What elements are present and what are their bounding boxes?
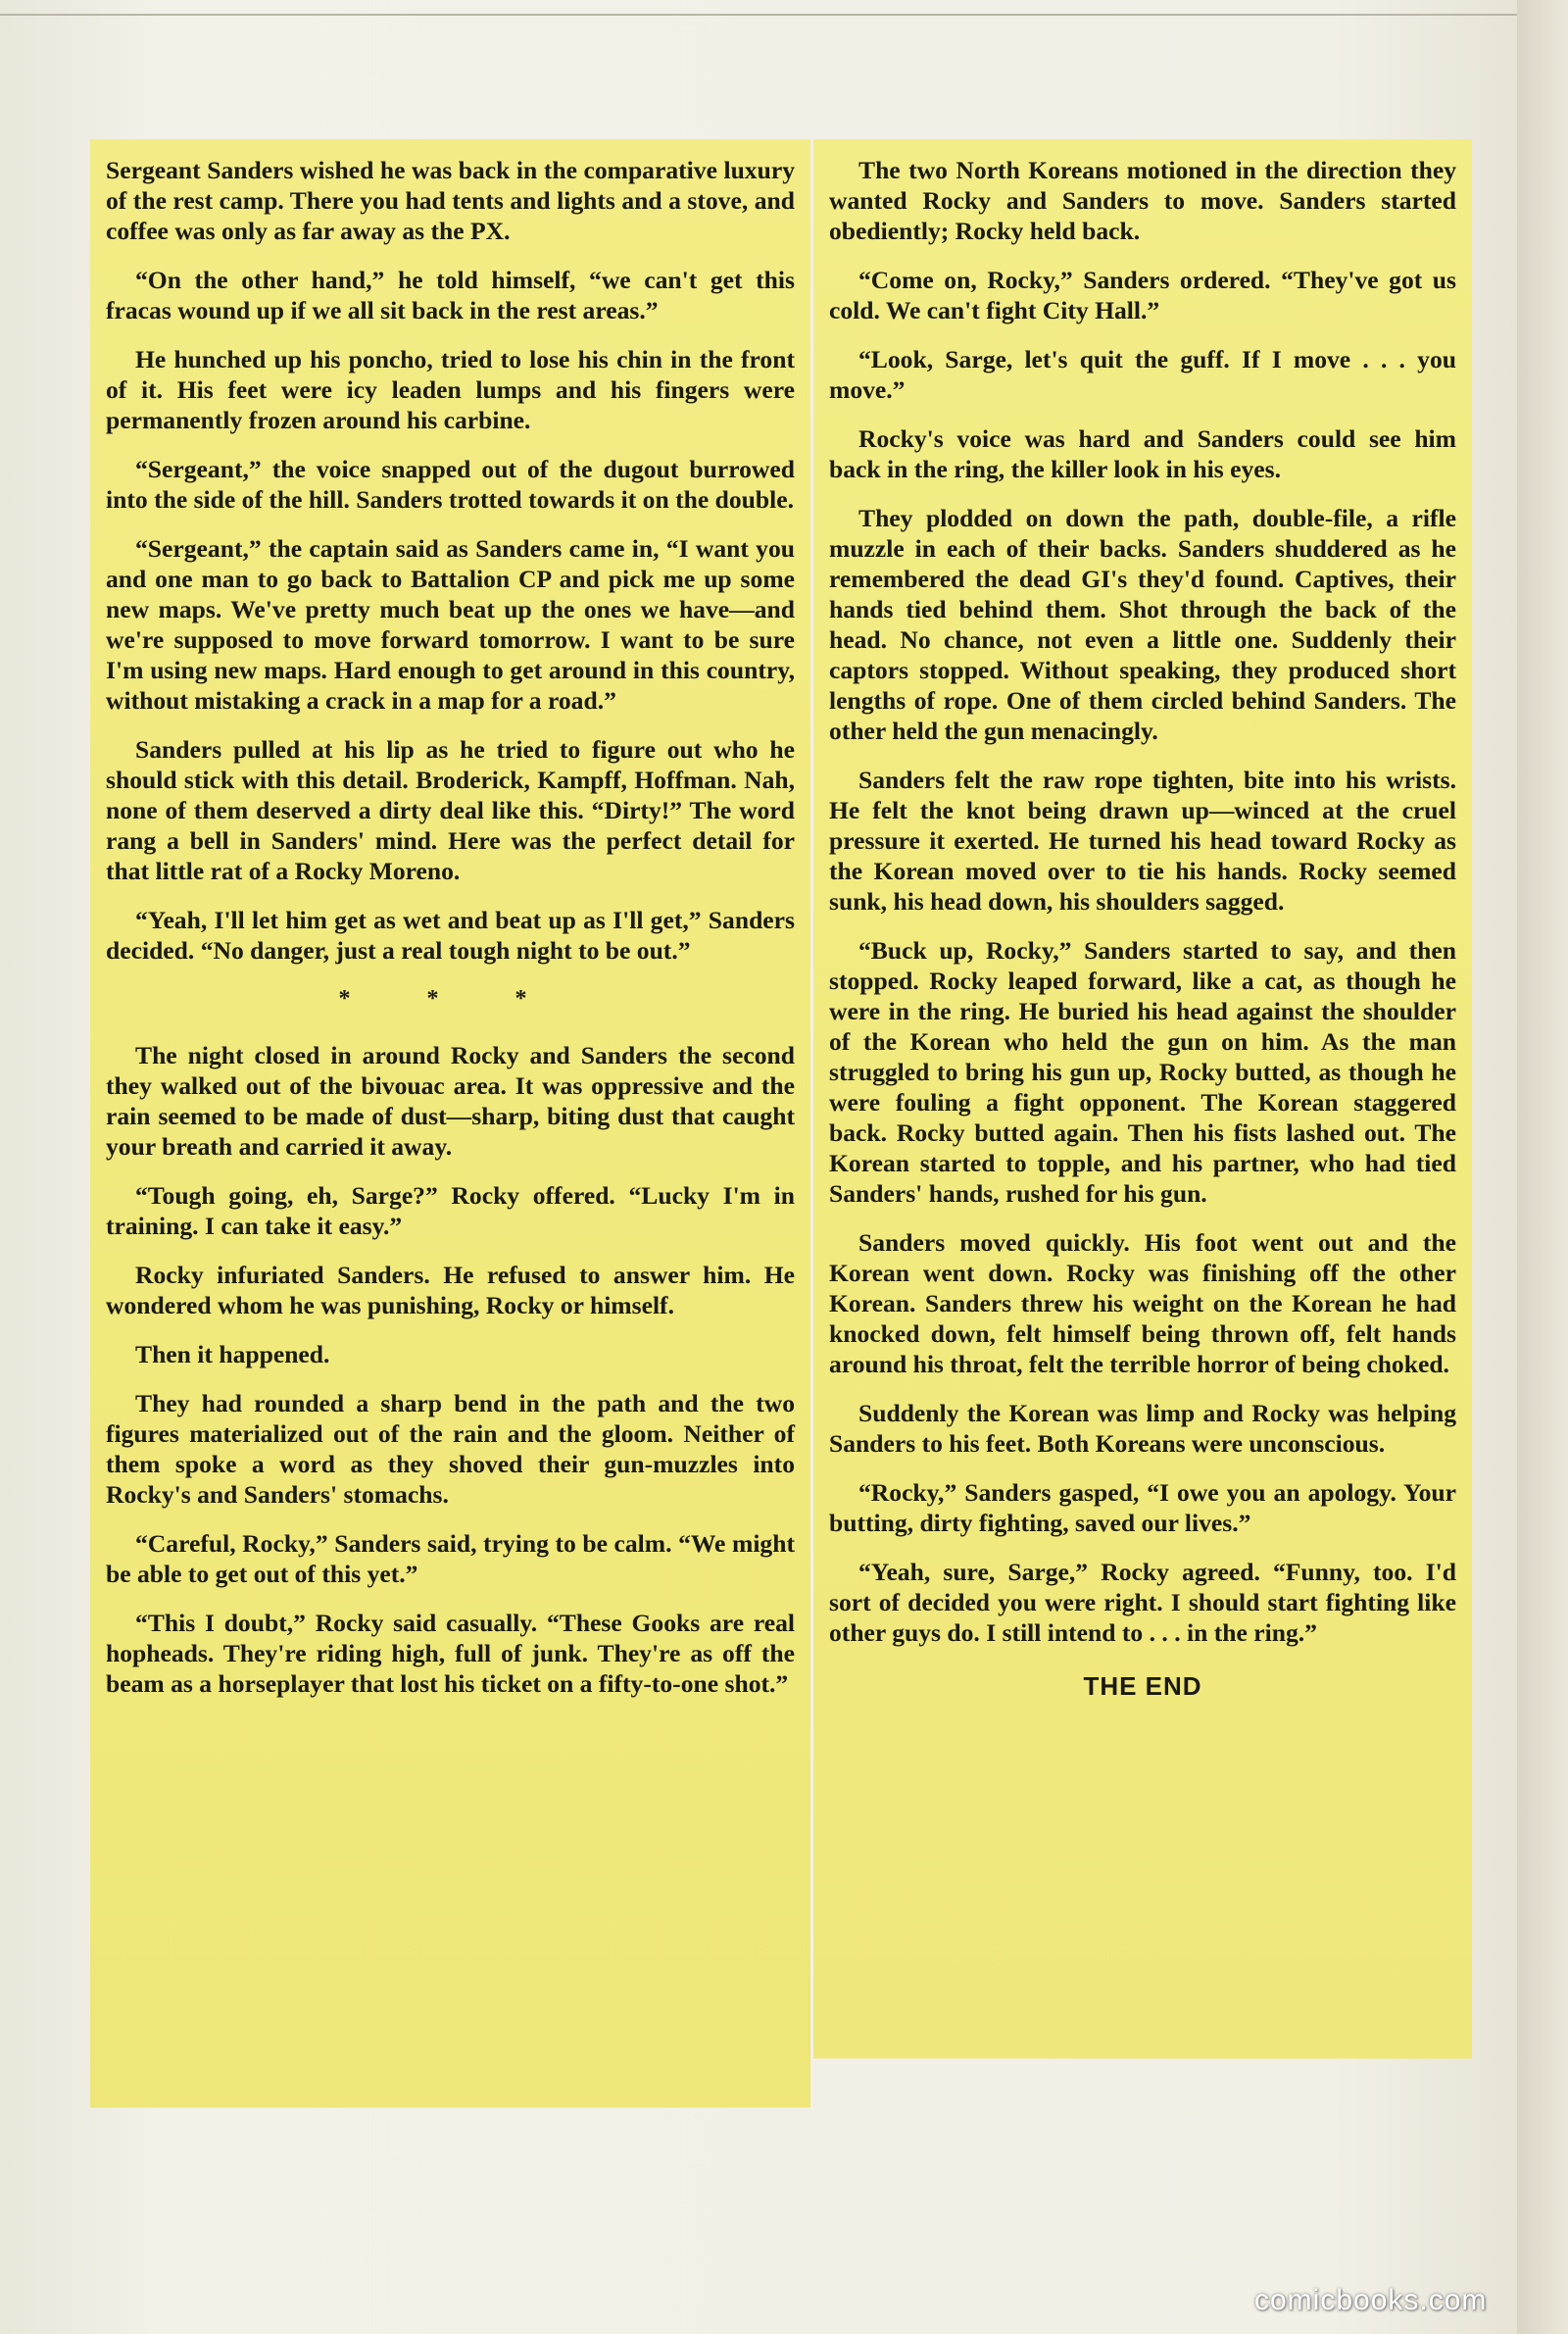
the-end-label: THE END — [1083, 1671, 1202, 1701]
paragraph: Sanders pulled at his lip as he tried to figure out who he should stick with this detail. Broderick, Kampff, Hoffman. Nah, none of them deserved a dirty deal like this. “Dirty!” The word rang a bell in Sanders' mind. Here was the perfect detail for that little rat of a Rocky Moreno. — [106, 735, 795, 885]
paragraph: Suddenly the Korean was limp and Rocky was helping Sanders to his feet. Both Koreans were unconscious. — [829, 1399, 1456, 1458]
paragraph: Sanders felt the raw rope tighten, bite into his wrists. He felt the knot being drawn up—winced at the cruel pressure it exerted. He turned his head toward Rocky as the Korean moved over to tie his hands. Rocky seemed sunk, his head down, his shoulders sagged. — [829, 766, 1456, 916]
paragraph: They had rounded a sharp bend in the path and the two figures materialized out of the rain and the gloom. Neither of them spoke a word as they shoved their gun-muzzles into Rocky's and Sanders' stomachs. — [106, 1389, 795, 1509]
paragraph: Sergeant Sanders wished he was back in the comparative luxury of the rest camp. There you had tents and lights and a stove, and coffee was only as far away as the PX. — [106, 156, 795, 245]
paragraph: “Yeah, I'll let him get as wet and beat up as I'll get,” Sanders decided. “No danger, just a real tough night to be out.” — [106, 906, 795, 965]
paragraph: “Sergeant,” the voice snapped out of the dugout burrowed into the side of the hill. Sanders trotted towards it on the double. — [106, 455, 795, 514]
paragraph: He hunched up his poncho, tried to lose his chin in the front of it. His feet were icy leaden lumps and his fingers were permanently frozen around his carbine. — [106, 345, 795, 434]
text-column-left — [90, 139, 810, 2108]
paragraph: “Sergeant,” the captain said as Sanders came in, “I want you and one man to go back to Battalion CP and pick me up some new maps. We've pretty much beat up the ones we have—and we're supposed to move forward tomorrow. I want to be sure I'm using new maps. Hard enough to get around in this country, without mistaking a crack in a map for a road.” — [106, 534, 795, 715]
paragraph: Then it happened. — [135, 1340, 330, 1368]
paragraph: Sanders moved quickly. His foot went out and the Korean went down. Rocky was finishing off the other Korean. Sanders threw his weight on the Korean he had knocked down, felt himself being thrown off, felt hands around his throat, felt the terrible horror of being choked. — [829, 1228, 1456, 1378]
paragraph: “Tough going, eh, Sarge?” Rocky offered. “Lucky I'm in training. I can take it easy.” — [106, 1181, 795, 1240]
top-edge-line — [0, 14, 1568, 16]
paragraph: They plodded on down the path, double-file, a rifle muzzle in each of their backs. Sanders shuddered as he remembered the dead GI's they'd found. Captives, their hands tied behind them. Shot through the back of the head. No chance, not even a little one. Suddenly their captors stopped. Without speaking, they produced short lengths of rope. One of them circled behind Sanders. The other held the gun menacingly. — [829, 504, 1456, 745]
paragraph: “On the other hand,” he told himself, “we can't get this fracas wound up if we all sit back in the rest areas.” — [106, 266, 795, 324]
page-edge-shadow — [1517, 0, 1568, 2334]
paragraph: “Look, Sarge, let's quit the guff. If I move . . . you move.” — [829, 345, 1456, 404]
paragraph: “Buck up, Rocky,” Sanders started to say, and then stopped. Rocky leaped forward, like a cat, as though he were in the ring. He buried his head against the shoulder of the Korean who held the gun on him. As the man struggled to bring his gun up, Rocky butted, as though he were fouling a fight opponent. The Korean staggered back. Rocky butted again. Then his fists lashed out. The Korean started to topple, and his partner, who had tied Sanders' hands, rushed for his gun. — [829, 936, 1456, 1208]
paragraph: Rocky's voice was hard and Sanders could see him back in the ring, the killer look in his eyes. — [829, 424, 1456, 483]
section-separator: * * * — [338, 986, 563, 1012]
paragraph: “Yeah, sure, Sarge,” Rocky agreed. “Funny, too. I'd sort of decided you were right. I should start fighting like other guys do. I still intend to . . . in the ring.” — [829, 1558, 1456, 1647]
paragraph: “Careful, Rocky,” Sanders said, trying to be calm. “We might be able to get out of this yet.” — [106, 1529, 795, 1588]
paragraph: The two North Koreans motioned in the direction they wanted Rocky and Sanders to move. Sanders started obediently; Rocky held back. — [829, 156, 1456, 245]
paragraph: “Rocky,” Sanders gasped, “I owe you an apology. Your butting, dirty fighting, saved our lives.” — [829, 1478, 1456, 1537]
paragraph: Rocky infuriated Sanders. He refused to answer him. He wondered whom he was punishing, Rocky or himself. — [106, 1261, 795, 1319]
site-watermark: comicbooks.com — [1254, 2284, 1488, 2316]
paragraph: “Come on, Rocky,” Sanders ordered. “They've got us cold. We can't fight City Hall.” — [829, 266, 1456, 324]
text-column-right — [813, 139, 1472, 2059]
paragraph: The night closed in around Rocky and Sanders the second they walked out of the bivouac area. It was oppressive and the rain seemed to be made of dust—sharp, biting dust that caught your breath and carried it away. — [106, 1041, 795, 1161]
paragraph: “This I doubt,” Rocky said casually. “These Gooks are real hopheads. They're riding high, full of junk. They're as off the beam as a horseplayer that lost his ticket on a fifty-to-one shot.” — [106, 1609, 795, 1698]
